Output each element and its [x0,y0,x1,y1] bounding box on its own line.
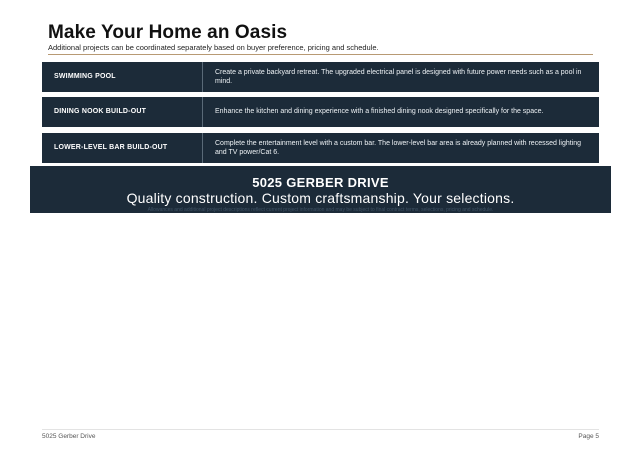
banner-title: 5025 GERBER DRIVE [252,175,389,190]
project-row-lower-level-bar [42,133,599,163]
title-divider [48,54,593,55]
page-subtitle: Additional projects can be coordinated separately based on buyer preference, pricing and schedule. [48,43,379,52]
footer-divider [42,429,599,430]
project-label: LOWER-LEVEL BAR BUILD-OUT [42,133,203,163]
project-description: Enhance the kitchen and dining experience with a finished dining nook designed specifically for the space. [215,108,544,116]
project-description: Create a private backyard retreat. The upgraded electrical panel is designed with future power needs such as a pool in mind. [215,68,582,85]
project-label: SWIMMING POOL [42,62,203,92]
project-row-swimming-pool [42,62,599,92]
project-description: Complete the entertainment level with a custom bar. The lower-level bar area is already planned with recessed lighting and TV power/Cat 6. [215,139,582,156]
banner-fine-print: Allowances and additional project descriptions reflect current project information and may be subject to final contract terms, selections, pricing and schedule. [147,207,494,213]
banner-tagline: Quality construction. Custom craftsmanship. Your selections. [126,190,515,206]
page-title: Make Your Home an Oasis [48,22,288,43]
project-label: DINING NOOK BUILD-OUT [42,97,203,127]
footer-page-number: Page 5 [578,433,599,440]
footer-address: 5025 Gerber Drive [42,433,96,440]
closing-banner [30,166,611,213]
project-row-dining-nook [42,97,599,127]
